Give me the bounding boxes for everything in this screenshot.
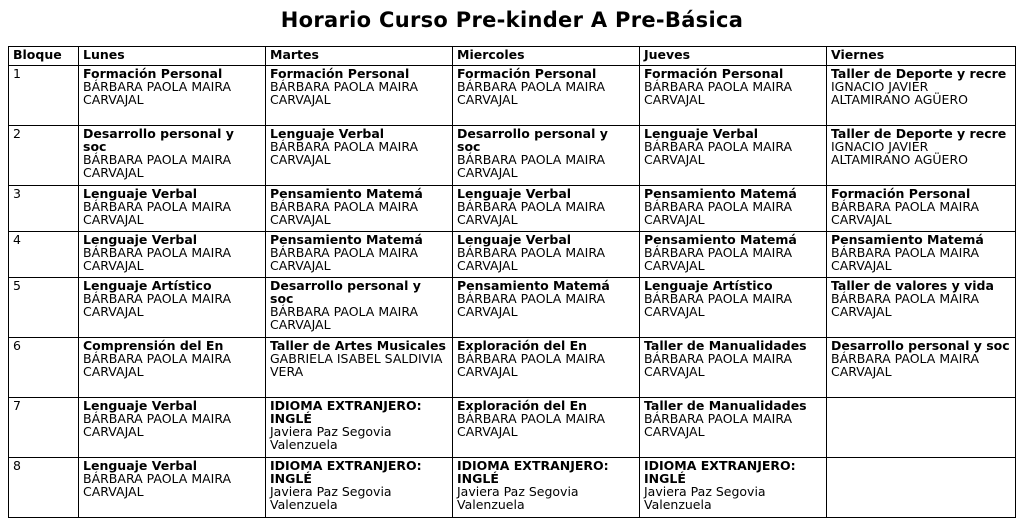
schedule-cell	[79, 126, 266, 186]
block-number: 8	[9, 458, 79, 518]
table-row	[9, 278, 1016, 338]
subject-name: Taller de Artes Musicales	[270, 338, 446, 353]
teacher-name: BÁRBARA PAOLA MAIRA CARVAJAL	[457, 351, 606, 379]
table-row	[9, 186, 1016, 232]
subject-name: Formación Personal	[83, 66, 223, 81]
schedule-cell	[640, 126, 827, 186]
schedule-cell	[79, 458, 266, 518]
subject-name: Lenguaje Verbal	[83, 186, 198, 201]
schedule-cell	[827, 66, 1016, 126]
block-number: 6	[9, 338, 79, 398]
schedule-cell	[266, 66, 453, 126]
schedule-cell	[79, 278, 266, 338]
subject-name: Lenguaje Artístico	[83, 278, 212, 293]
teacher-name: BÁRBARA PAOLA MAIRA CARVAJAL	[644, 139, 793, 167]
teacher-name: BÁRBARA PAOLA MAIRA CARVAJAL	[831, 351, 980, 379]
teacher-name: Javiera Paz Segovia Valenzuela	[270, 484, 392, 512]
teacher-name: BÁRBARA PAOLA MAIRA CARVAJAL	[457, 79, 606, 107]
subject-name: Lenguaje Verbal	[83, 398, 198, 413]
schedule-cell	[266, 278, 453, 338]
block-number: 3	[9, 186, 79, 232]
schedule-cell	[827, 186, 1016, 232]
schedule-cell	[827, 126, 1016, 186]
teacher-name: BÁRBARA PAOLA MAIRA CARVAJAL	[457, 152, 606, 180]
schedule-cell	[79, 398, 266, 458]
teacher-name: BÁRBARA PAOLA MAIRA CARVAJAL	[270, 199, 419, 227]
teacher-name: BÁRBARA PAOLA MAIRA CARVAJAL	[457, 199, 606, 227]
teacher-name: BÁRBARA PAOLA MAIRA CARVAJAL	[83, 351, 232, 379]
schedule-cell	[640, 232, 827, 278]
schedule-cell	[453, 278, 640, 338]
teacher-name: BÁRBARA PAOLA MAIRA CARVAJAL	[83, 411, 232, 439]
schedule-cell	[266, 338, 453, 398]
subject-name: IDIOMA EXTRANJERO: INGLÉ	[270, 398, 422, 426]
subject-name: Pensamiento Matemá	[270, 232, 423, 247]
subject-name: Formación Personal	[270, 66, 410, 81]
table-row	[9, 66, 1016, 126]
schedule-cell	[827, 398, 1016, 458]
teacher-name: BÁRBARA PAOLA MAIRA CARVAJAL	[270, 304, 419, 332]
teacher-name: BÁRBARA PAOLA MAIRA CARVAJAL	[644, 245, 793, 273]
teacher-name: BÁRBARA PAOLA MAIRA CARVAJAL	[644, 79, 793, 107]
schedule-cell	[453, 186, 640, 232]
subject-name: IDIOMA EXTRANJERO: INGLÉ	[457, 458, 609, 486]
schedule-cell	[266, 186, 453, 232]
subject-name: IDIOMA EXTRANJERO: INGLÉ	[644, 458, 796, 486]
subject-name: Desarrollo personal y soc	[270, 278, 421, 306]
subject-name: Formación Personal	[644, 66, 784, 81]
subject-name: Pensamiento Matemá	[831, 232, 984, 247]
schedule-cell	[79, 186, 266, 232]
teacher-name: BÁRBARA PAOLA MAIRA CARVAJAL	[270, 79, 419, 107]
subject-name: Taller de valores y vida	[831, 278, 994, 293]
teacher-name: BÁRBARA PAOLA MAIRA CARVAJAL	[457, 245, 606, 273]
header-lunes: Lunes	[79, 47, 266, 66]
table-row	[9, 232, 1016, 278]
teacher-name: IGNACIO JAVIER ALTAMIRANO AGÜERO	[831, 79, 968, 107]
teacher-name: BÁRBARA PAOLA MAIRA CARVAJAL	[83, 245, 232, 273]
teacher-name: BÁRBARA PAOLA MAIRA CARVAJAL	[644, 199, 793, 227]
subject-name: Taller de Deporte y recre	[831, 66, 1007, 81]
header-bloque: Bloque	[9, 47, 79, 66]
subject-name: IDIOMA EXTRANJERO: INGLÉ	[270, 458, 422, 486]
teacher-name: BÁRBARA PAOLA MAIRA CARVAJAL	[83, 471, 232, 499]
subject-name: Lenguaje Verbal	[270, 126, 385, 141]
teacher-name: Javiera Paz Segovia Valenzuela	[457, 484, 579, 512]
table-row	[9, 398, 1016, 458]
subject-name: Exploración del En	[457, 398, 588, 413]
teacher-name: BÁRBARA PAOLA MAIRA CARVAJAL	[83, 291, 232, 319]
subject-name: Taller de Manualidades	[644, 398, 807, 413]
block-number: 5	[9, 278, 79, 338]
schedule-cell	[827, 232, 1016, 278]
schedule-table	[8, 46, 1016, 518]
block-number: 2	[9, 126, 79, 186]
subject-name: Pensamiento Matemá	[457, 278, 610, 293]
schedule-cell	[453, 338, 640, 398]
schedule-cell	[640, 278, 827, 338]
subject-name: Desarrollo personal y soc	[83, 126, 234, 154]
table-row	[9, 338, 1016, 398]
block-number: 4	[9, 232, 79, 278]
teacher-name: GABRIELA ISABEL SALDIVIA VERA	[270, 351, 443, 379]
teacher-name: BÁRBARA PAOLA MAIRA CARVAJAL	[644, 411, 793, 439]
header-martes: Martes	[266, 47, 453, 66]
schedule-cell	[453, 66, 640, 126]
schedule-cell	[266, 458, 453, 518]
subject-name: Formación Personal	[457, 66, 597, 81]
schedule-cell	[640, 186, 827, 232]
schedule-cell	[453, 126, 640, 186]
subject-name: Exploración del En	[457, 338, 588, 353]
schedule-cell	[266, 232, 453, 278]
schedule-cell	[827, 338, 1016, 398]
page-title: Horario Curso Pre-kinder A Pre-Básica	[280, 8, 744, 32]
schedule-cell	[640, 338, 827, 398]
subject-name: Lenguaje Verbal	[457, 232, 572, 247]
teacher-name: BÁRBARA PAOLA MAIRA CARVAJAL	[457, 291, 606, 319]
teacher-name: BÁRBARA PAOLA MAIRA CARVAJAL	[270, 139, 419, 167]
schedule-cell	[453, 232, 640, 278]
teacher-name: Javiera Paz Segovia Valenzuela	[644, 484, 766, 512]
teacher-name: BÁRBARA PAOLA MAIRA CARVAJAL	[270, 245, 419, 273]
teacher-name: BÁRBARA PAOLA MAIRA CARVAJAL	[457, 411, 606, 439]
subject-name: Desarrollo personal y soc	[831, 338, 1010, 353]
teacher-name: BÁRBARA PAOLA MAIRA CARVAJAL	[83, 152, 232, 180]
block-number: 1	[9, 66, 79, 126]
subject-name: Formación Personal	[831, 186, 971, 201]
table-row	[9, 126, 1016, 186]
subject-name: Pensamiento Matemá	[644, 186, 797, 201]
teacher-name: BÁRBARA PAOLA MAIRA CARVAJAL	[644, 351, 793, 379]
table-row	[9, 458, 1016, 518]
schedule-cell	[640, 66, 827, 126]
teacher-name: BÁRBARA PAOLA MAIRA CARVAJAL	[831, 245, 980, 273]
schedule-cell	[453, 458, 640, 518]
schedule-cell	[453, 398, 640, 458]
subject-name: Taller de Manualidades	[644, 338, 807, 353]
schedule-body	[9, 66, 1016, 518]
subject-name: Lenguaje Artístico	[644, 278, 773, 293]
subject-name: Lenguaje Verbal	[83, 458, 198, 473]
subject-name: Pensamiento Matemá	[644, 232, 797, 247]
subject-name: Lenguaje Verbal	[83, 232, 198, 247]
subject-name: Comprensión del En	[83, 338, 224, 353]
schedule-cell	[79, 66, 266, 126]
subject-name: Taller de Deporte y recre	[831, 126, 1007, 141]
teacher-name: Javiera Paz Segovia Valenzuela	[270, 424, 392, 452]
schedule-cell	[79, 338, 266, 398]
subject-name: Lenguaje Verbal	[457, 186, 572, 201]
schedule-cell	[640, 398, 827, 458]
schedule-cell	[827, 278, 1016, 338]
teacher-name: IGNACIO JAVIER ALTAMIRANO AGÜERO	[831, 139, 968, 167]
teacher-name: BÁRBARA PAOLA MAIRA CARVAJAL	[831, 291, 980, 319]
subject-name: Desarrollo personal y soc	[457, 126, 608, 154]
header-jueves: Jueves	[640, 47, 827, 66]
teacher-name: BÁRBARA PAOLA MAIRA CARVAJAL	[83, 199, 232, 227]
schedule-cell	[827, 458, 1016, 518]
teacher-name: BÁRBARA PAOLA MAIRA CARVAJAL	[83, 79, 232, 107]
schedule-cell	[266, 126, 453, 186]
schedule-cell	[266, 398, 453, 458]
schedule-cell	[79, 232, 266, 278]
schedule-cell	[640, 458, 827, 518]
subject-name: Pensamiento Matemá	[270, 186, 423, 201]
subject-name: Lenguaje Verbal	[644, 126, 759, 141]
teacher-name: BÁRBARA PAOLA MAIRA CARVAJAL	[831, 199, 980, 227]
header-viernes: Viernes	[827, 47, 1016, 66]
teacher-name: BÁRBARA PAOLA MAIRA CARVAJAL	[644, 291, 793, 319]
header-row	[9, 47, 1016, 66]
block-number: 7	[9, 398, 79, 458]
header-miercoles: Miercoles	[453, 47, 640, 66]
